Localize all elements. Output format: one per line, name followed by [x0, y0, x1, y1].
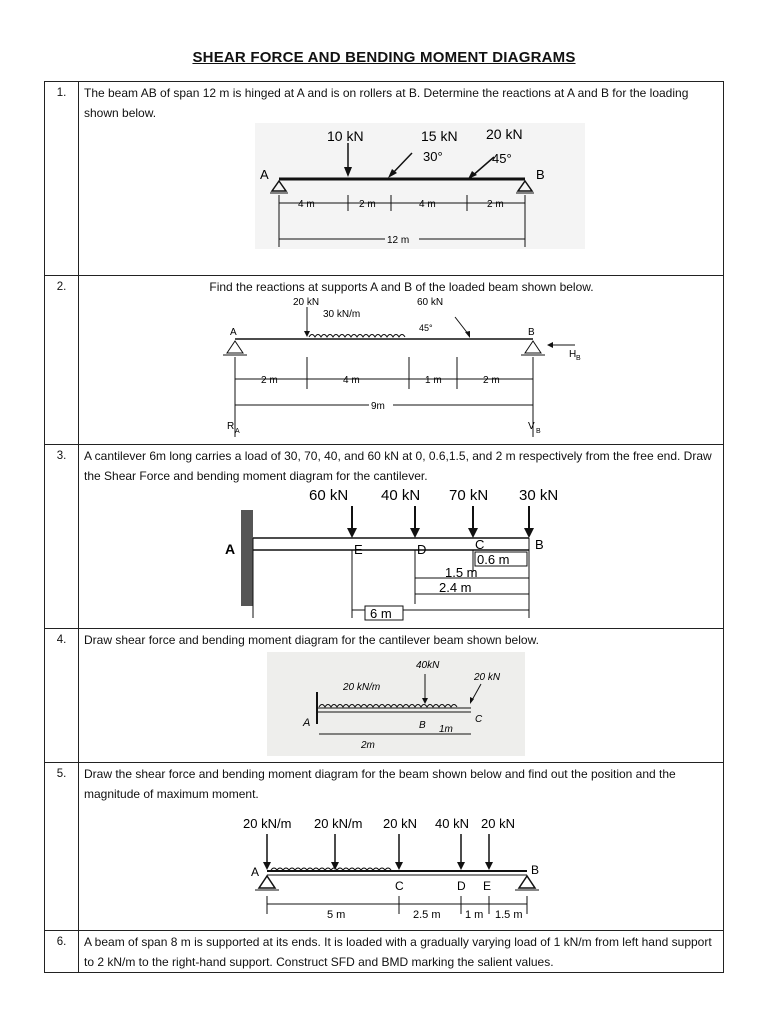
point-label: C — [475, 537, 485, 552]
point-label: B — [535, 537, 544, 552]
load-label: 10 kN — [327, 128, 364, 144]
question-cell — [79, 931, 724, 973]
dimension-label: 1m — [439, 724, 453, 735]
span-label: 12 m — [387, 235, 410, 246]
load-label: 20 kN — [486, 126, 523, 142]
question-cell — [79, 82, 724, 276]
dimension-label: 2.4 m — [439, 580, 472, 595]
angle-label: 45° — [419, 323, 433, 333]
load-arrow-icon — [485, 862, 493, 870]
point-label: D — [457, 879, 466, 893]
point-label: B — [528, 327, 535, 338]
beam-diagram-4 — [79, 650, 725, 760]
question-cell — [79, 629, 724, 763]
question-number: 6. — [45, 931, 79, 973]
dimension-label: 2 m — [261, 375, 278, 386]
beam-diagram-3 — [79, 486, 725, 626]
load-label: 20 kN — [481, 816, 515, 831]
reaction-label: V — [528, 421, 535, 432]
question-number: 2. — [45, 276, 79, 445]
dimension-label: 1 m — [465, 909, 484, 921]
load-label: 40 kN — [435, 816, 469, 831]
roller-support-icon — [525, 341, 541, 353]
reaction-subscript: A — [235, 428, 240, 435]
question-text: Draw shear force and bending moment diagram for the cantilever beam shown below. — [84, 633, 539, 647]
roller-support-icon — [519, 876, 535, 888]
beam-diagram-5 — [79, 804, 725, 930]
beam-diagram-2 — [79, 297, 725, 443]
dimension-label: 2 m — [483, 375, 500, 386]
load-label: 20 kN/m — [343, 682, 381, 693]
angle-label: 45° — [492, 151, 512, 166]
dimension-label: 0.6 m — [477, 552, 510, 567]
question-cell — [79, 276, 724, 445]
figure-overhang-beam — [79, 297, 723, 443]
question-text: Find the reactions at supports A and B of the loaded beam shown below. — [209, 280, 594, 294]
dimension-label: 2.5 m — [413, 909, 441, 921]
point-label: E — [483, 879, 492, 893]
load-label: 20 kN — [383, 816, 417, 831]
load-label: 40 kN — [381, 487, 421, 504]
question-row — [45, 931, 724, 973]
point-label: E — [354, 542, 363, 557]
point-label: B — [531, 863, 540, 877]
question-cell — [79, 445, 724, 629]
questions-table — [44, 81, 724, 973]
load-arrow-icon — [347, 528, 357, 538]
question-row — [45, 82, 724, 276]
dimension-label: 6 m — [370, 606, 392, 621]
fixed-support-icon — [241, 510, 253, 606]
question-number: 3. — [45, 445, 79, 629]
reaction-arrow-icon — [547, 342, 553, 348]
question-text: The beam AB of span 12 m is hinged at A and is on rollers at B. Determine the reactions at A and B for the loading shown below. — [84, 86, 689, 120]
dimension-label: 1.5 m — [495, 909, 523, 921]
handdrawn-photo — [267, 652, 525, 756]
dimension-label: 1 m — [425, 375, 442, 386]
dimension-label: 4 m — [419, 199, 436, 210]
figure-simply-supported-mixed-loads — [79, 804, 723, 930]
load-label: 20 kN — [293, 297, 320, 308]
load-label: 20 kN — [474, 672, 501, 683]
point-label: A — [303, 717, 311, 729]
question-text: A beam of span 8 m is supported at its ends. It is loaded with a gradually varying load of 1 kN/m from left hand support to 2 kN/m to the right-hand support. Construct SFD and BMD marking the salient values. — [84, 935, 712, 969]
dimension-label: 5 m — [327, 909, 346, 921]
question-number: 1. — [45, 82, 79, 276]
load-arrow-icon — [524, 528, 534, 538]
reaction-subscript: B — [536, 428, 541, 435]
load-label: 15 kN — [421, 128, 458, 144]
angle-label: 30° — [423, 149, 443, 164]
point-label: A — [225, 541, 236, 557]
dimension-label: 4 m — [298, 199, 315, 210]
question-text: Draw the shear force and bending moment diagram for the beam shown below and find out the position and the magnitude of maximum moment. — [84, 767, 676, 801]
question-number: 5. — [45, 763, 79, 931]
reaction-label: H — [569, 349, 577, 360]
reaction-subscript: B — [576, 355, 581, 362]
span-label: 9m — [371, 401, 385, 412]
dimension-label: 2 m — [487, 199, 504, 210]
question-row — [45, 629, 724, 763]
udl-icon — [309, 335, 405, 338]
load-arrow-icon — [263, 862, 271, 870]
load-label: 60 kN — [417, 297, 444, 308]
point-label: A — [251, 865, 260, 879]
load-label: 20 kN/m — [243, 816, 292, 831]
dimension-label: 1.5 m — [445, 565, 478, 580]
figure-simply-supported-beam — [79, 123, 723, 251]
point-label: D — [417, 542, 427, 557]
point-label: B — [536, 167, 545, 182]
point-label: A — [230, 327, 237, 338]
load-arrow-icon — [457, 862, 465, 870]
question-number: 4. — [45, 629, 79, 763]
load-arrow-icon — [395, 862, 403, 870]
load-arrow-icon — [410, 528, 420, 538]
point-label: C — [475, 714, 483, 725]
load-label: 60 kN — [309, 487, 349, 504]
udl-icon — [271, 868, 391, 870]
load-arrow-icon — [465, 331, 470, 338]
question-row — [45, 276, 724, 445]
point-label: B — [419, 720, 426, 731]
dimension-label: 4 m — [343, 375, 360, 386]
figure-cantilever-handdrawn — [79, 650, 723, 760]
hinge-support-icon — [259, 876, 275, 888]
dimension-label: 2 m — [359, 199, 376, 210]
question-cell — [79, 763, 724, 931]
load-label: 30 kN — [519, 487, 559, 504]
question-row — [45, 445, 724, 629]
page-title: SHEAR FORCE AND BENDING MOMENT DIAGRAMS — [192, 49, 576, 66]
load-label: 70 kN — [449, 487, 489, 504]
load-label: 20 kN/m — [314, 816, 363, 831]
point-label: A — [260, 167, 269, 182]
question-text: A cantilever 6m long carries a load of 30, 70, 40, and 60 kN at 0, 0.6,1.5, and 2 m respectively from the free end. Draw the Shear Force and bending moment diagram for the cantilever. — [84, 449, 712, 483]
reaction-label: R — [227, 421, 235, 432]
dimension-label: 2m — [361, 740, 375, 751]
beam-diagram-1 — [79, 123, 725, 251]
point-label: C — [395, 879, 404, 893]
load-label: 40kN — [416, 660, 440, 671]
hinge-support-icon — [227, 341, 243, 353]
question-row — [45, 763, 724, 931]
load-label: 30 kN/m — [323, 309, 361, 320]
figure-cantilever-point-loads — [79, 486, 723, 626]
